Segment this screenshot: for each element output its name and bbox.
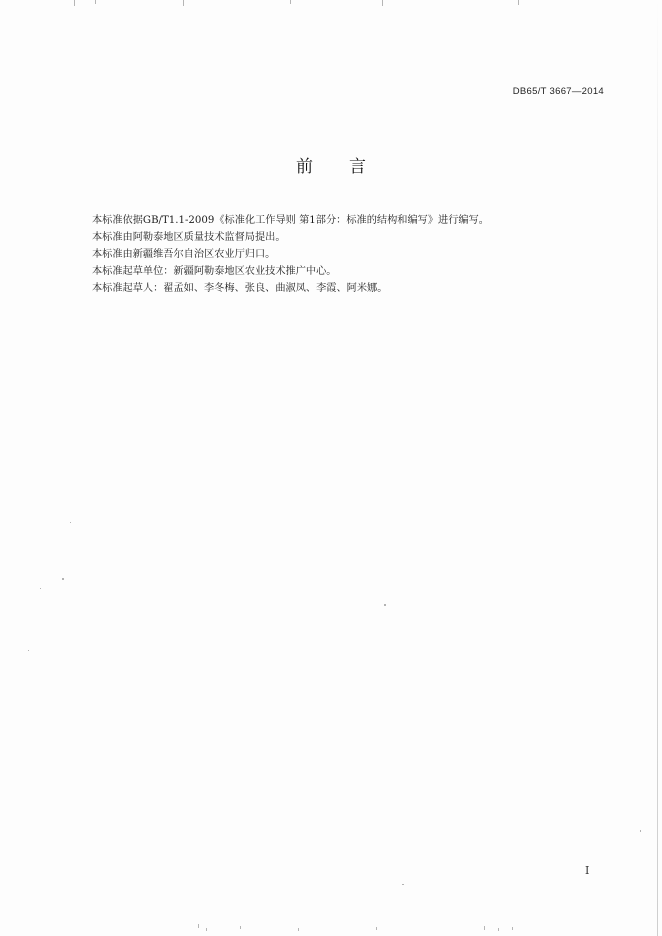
scan-speck xyxy=(62,578,64,580)
standard-code: DB65/T 3667—2014 xyxy=(512,86,604,97)
foreword-paragraph: 本标准起草人：翟孟如、李冬梅、张良、曲淑凤、李霞、阿米娜。 xyxy=(92,283,388,294)
foreword-paragraph: 本标准由阿勒泰地区质量技术监督局提出。 xyxy=(92,232,286,243)
scan-speck xyxy=(640,830,641,832)
page-number: I xyxy=(585,864,590,877)
foreword-paragraph: 本标准由新疆维吾尔自治区农业厅归口。 xyxy=(92,249,276,260)
page-title xyxy=(0,152,662,177)
title-char-2: 言 xyxy=(349,157,366,177)
scan-speck xyxy=(28,650,29,651)
scan-edge-line xyxy=(657,0,658,936)
foreword-paragraph: 本标准依据GB/T1.1-2009《标准化工作导则 第1部分：标准的结构和编写》进行编写。 xyxy=(92,215,489,226)
scan-speck xyxy=(40,588,41,589)
foreword-paragraph: 本标准起草单位：新疆阿勒泰地区农业技术推广中心。 xyxy=(92,266,337,277)
foreword-body xyxy=(92,212,592,297)
title-char-1: 前 xyxy=(296,157,313,177)
scan-speck xyxy=(70,522,71,523)
scan-speck xyxy=(402,884,404,885)
scan-speck xyxy=(384,604,386,606)
